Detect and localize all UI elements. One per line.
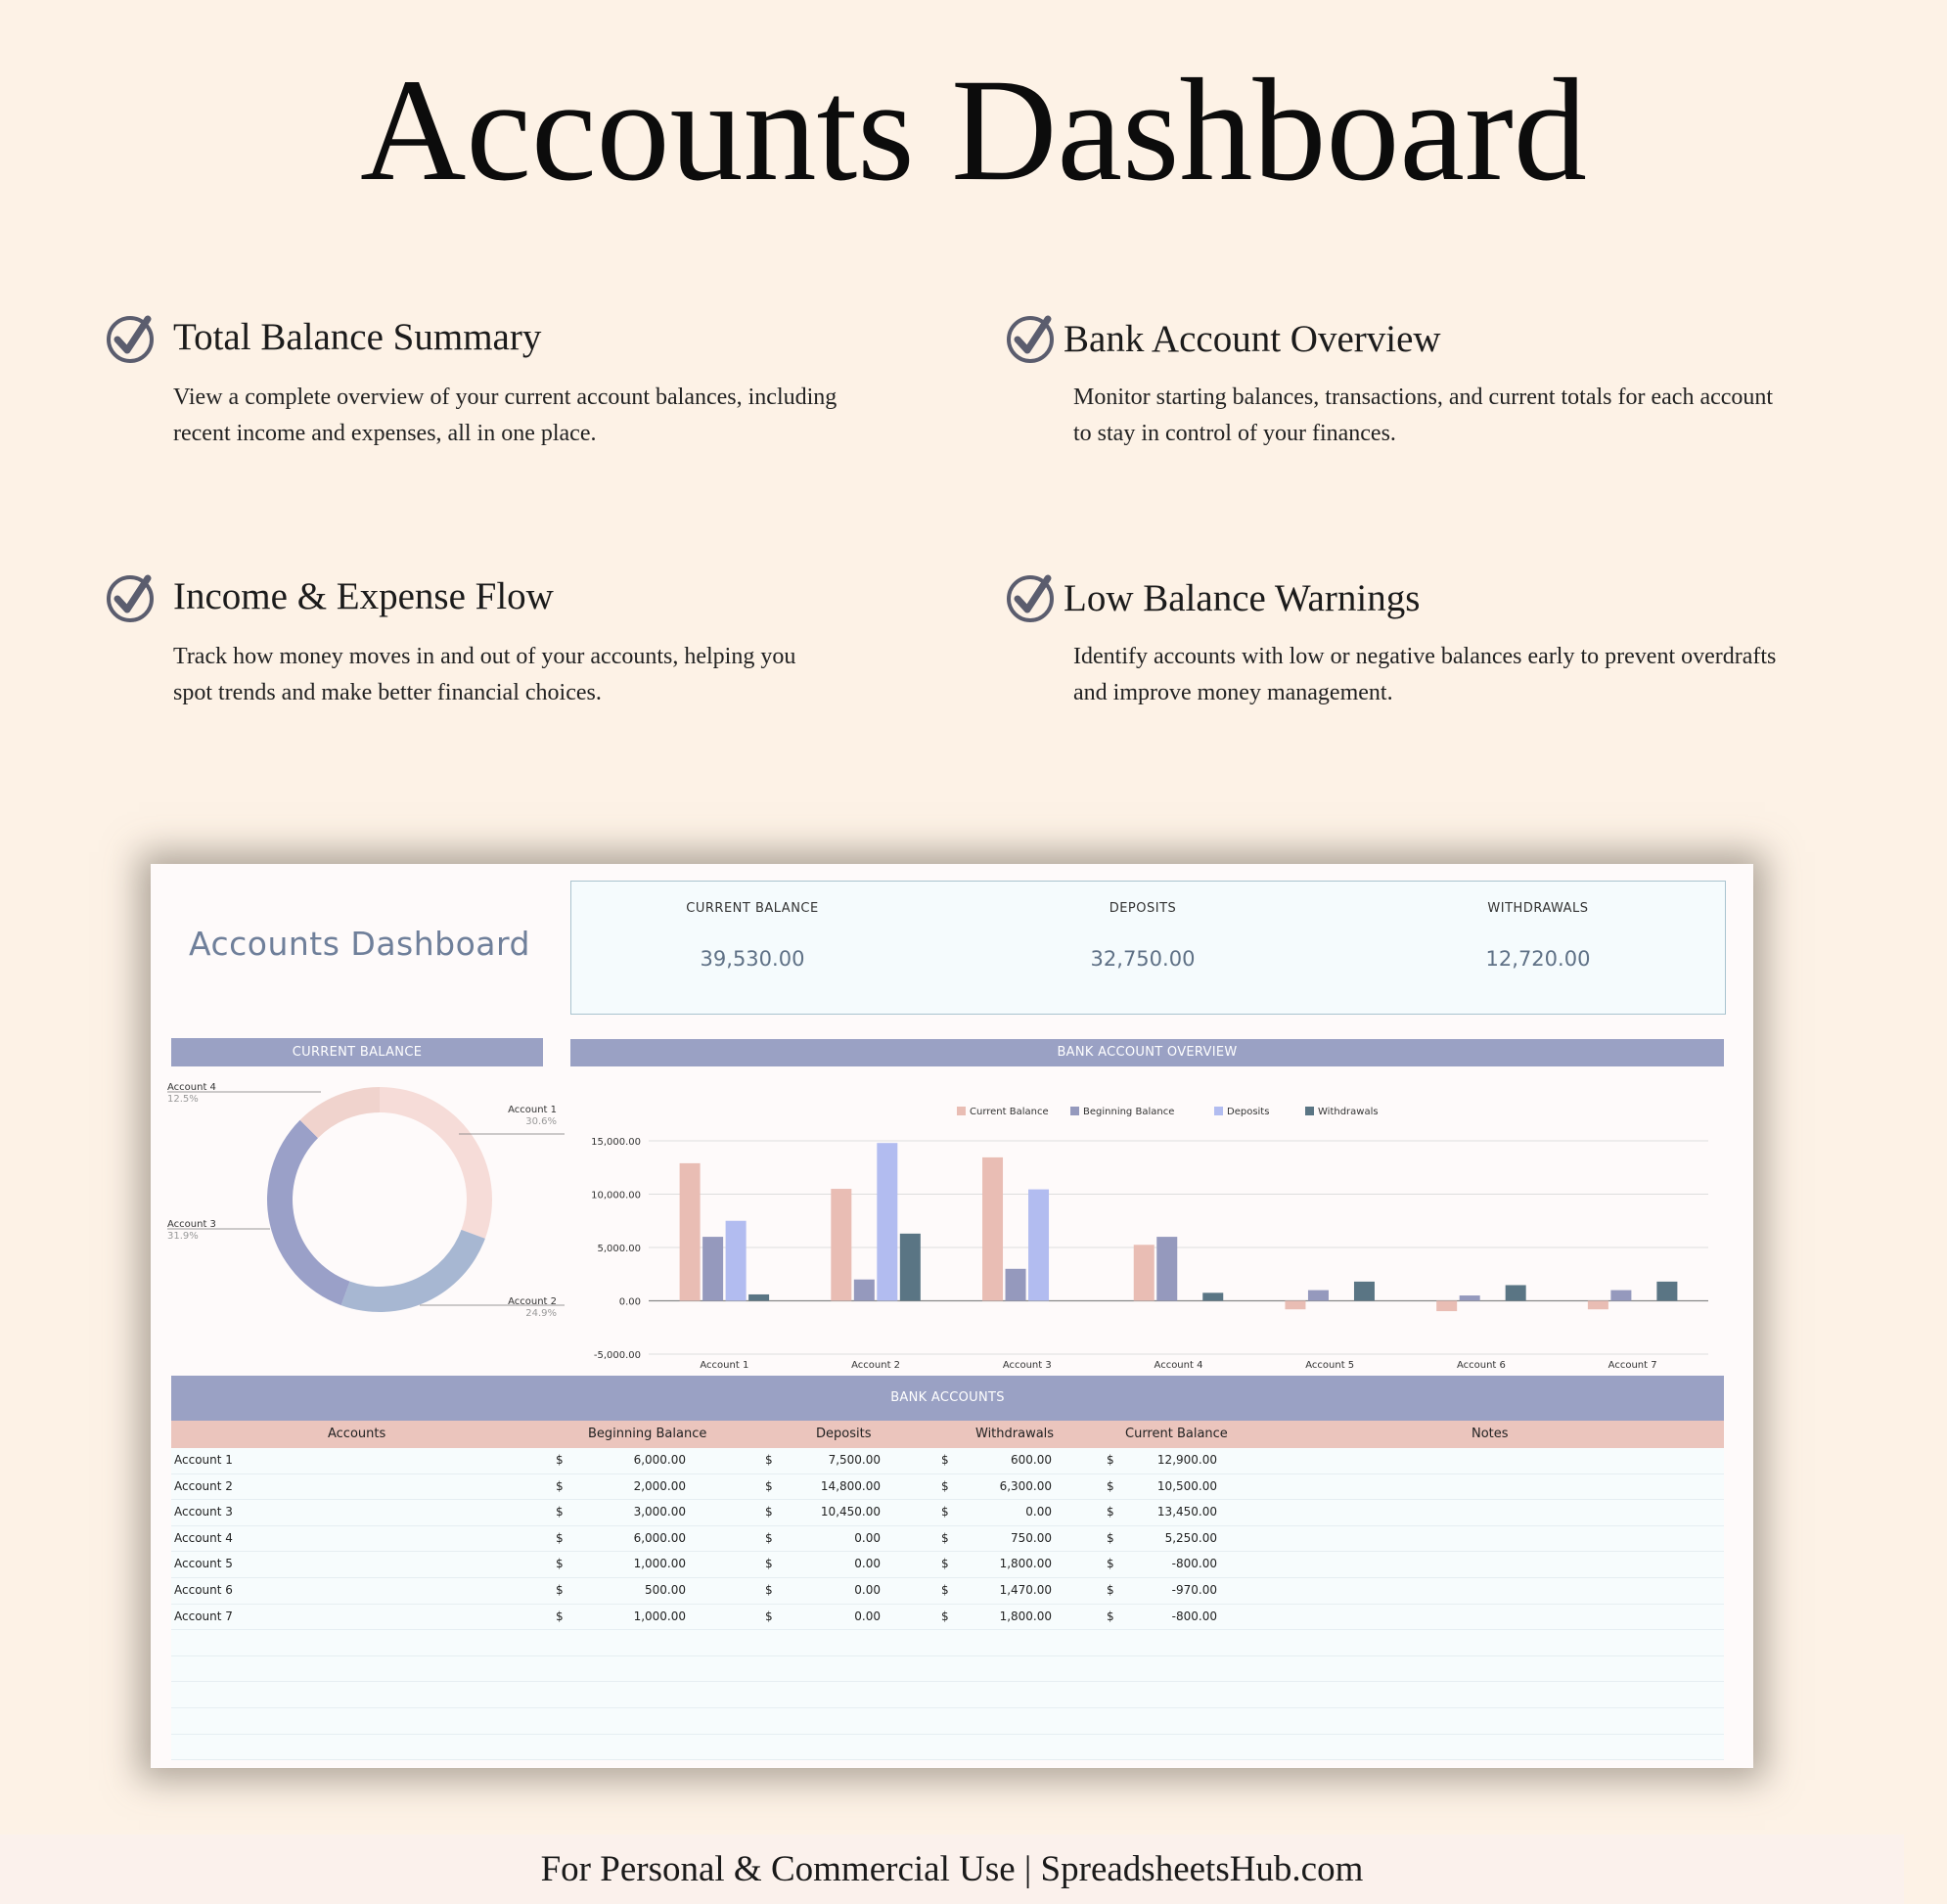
- account-name-cell: Account 4: [174, 1530, 233, 1545]
- donut-percent: 24.9%: [525, 1308, 557, 1319]
- bar: [748, 1294, 769, 1301]
- kpi-deposits: [996, 901, 1290, 971]
- amount-cell: 1,800.00: [999, 1609, 1052, 1623]
- x-tick-label: Account 1: [700, 1360, 749, 1371]
- account-name-cell: Account 7: [174, 1609, 233, 1623]
- page-title: Accounts Dashboard: [360, 49, 1587, 211]
- bank-overview-bar-chart: [570, 1079, 1724, 1371]
- table-row: [171, 1552, 1724, 1578]
- bar: [1656, 1282, 1677, 1301]
- kpi-panel: [570, 881, 1726, 1015]
- donut-label: Account 4: [167, 1082, 216, 1093]
- bar: [854, 1280, 875, 1301]
- bar: [726, 1221, 747, 1301]
- feature-description: View a complete overview of your current account balances, including recent income and expenses, all in one place.: [173, 385, 838, 446]
- donut-slice: [267, 1120, 350, 1305]
- x-tick-label: Account 3: [1002, 1360, 1052, 1371]
- account-name-cell: Account 2: [174, 1478, 233, 1493]
- bar: [1028, 1190, 1049, 1301]
- amount-cell: 12,900.00: [1156, 1453, 1217, 1467]
- legend-swatch: [1305, 1107, 1314, 1115]
- checkmark-icon: [105, 311, 158, 364]
- donut-percent: 30.6%: [525, 1116, 557, 1127]
- currency-symbol: $: [556, 1478, 564, 1493]
- bar: [1354, 1282, 1375, 1301]
- currency-symbol: $: [941, 1530, 949, 1545]
- donut-slice: [380, 1087, 492, 1239]
- kpi-value: 39,530.00: [700, 947, 805, 971]
- amount-cell: 5,250.00: [1164, 1530, 1217, 1545]
- currency-symbol: $: [1107, 1478, 1114, 1493]
- amount-cell: 1,470.00: [999, 1582, 1052, 1597]
- y-tick-label: 15,000.00: [591, 1137, 641, 1148]
- donut-label: Account 1: [508, 1105, 557, 1115]
- x-tick-label: Account 5: [1305, 1360, 1355, 1371]
- legend-label: Deposits: [1227, 1107, 1270, 1117]
- donut-slice: [341, 1230, 485, 1312]
- kpi-label: WITHDRAWALS: [1487, 901, 1589, 916]
- kpi-label: CURRENT BALANCE: [686, 901, 819, 916]
- bar: [1134, 1245, 1155, 1300]
- currency-symbol: $: [556, 1530, 564, 1545]
- currency-symbol: $: [765, 1478, 773, 1493]
- bar: [702, 1237, 723, 1300]
- bank-overview-header: BANK ACCOUNT OVERVIEW: [570, 1039, 1724, 1066]
- checkmark-icon: [105, 570, 158, 623]
- amount-cell: 750.00: [1011, 1530, 1052, 1545]
- amount-cell: 0.00: [854, 1557, 881, 1571]
- currency-symbol: $: [941, 1478, 949, 1493]
- col-header-deposits: Deposits: [816, 1427, 872, 1441]
- amount-cell: 10,500.00: [1156, 1478, 1217, 1493]
- bar: [1436, 1301, 1457, 1312]
- kpi-withdrawals: [1391, 901, 1685, 971]
- bar: [900, 1234, 921, 1301]
- currency-symbol: $: [765, 1609, 773, 1623]
- bank-accounts-table: [171, 1376, 1724, 1760]
- amount-cell: 0.00: [854, 1609, 881, 1623]
- amount-cell: 6,000.00: [633, 1530, 686, 1545]
- currency-symbol: $: [556, 1609, 564, 1623]
- feature-title: Total Balance Summary: [173, 316, 542, 358]
- currency-symbol: $: [556, 1582, 564, 1597]
- account-name-cell: Account 3: [174, 1505, 233, 1519]
- amount-cell: 6,300.00: [999, 1478, 1052, 1493]
- currency-symbol: $: [765, 1530, 773, 1545]
- table-row-empty: [171, 1630, 1724, 1656]
- legend-label: Current Balance: [970, 1107, 1049, 1117]
- feature-description: Track how money moves in and out of your accounts, helping you spot trends and make better financial choices.: [173, 644, 796, 705]
- table-row-empty: [171, 1682, 1724, 1708]
- feature-description: Identify accounts with low or negative balances early to prevent overdrafts and improve money management.: [1073, 644, 1777, 705]
- currency-symbol: $: [765, 1505, 773, 1519]
- current-balance-donut-chart: [165, 1084, 557, 1324]
- donut-slice: [300, 1087, 380, 1138]
- currency-symbol: $: [556, 1557, 564, 1571]
- bank-accounts-header: BANK ACCOUNTS: [171, 1376, 1724, 1421]
- table-body: [171, 1448, 1724, 1760]
- col-header-beginning: Beginning Balance: [588, 1427, 707, 1441]
- amount-cell: 600.00: [1011, 1453, 1052, 1467]
- sheet-title: Accounts Dashboard: [189, 925, 530, 963]
- kpi-label: DEPOSITS: [1109, 901, 1177, 916]
- y-tick-label: 5,000.00: [597, 1244, 641, 1254]
- currency-symbol: $: [1107, 1582, 1114, 1597]
- bar: [1308, 1291, 1329, 1301]
- x-tick-label: Account 7: [1607, 1360, 1657, 1371]
- bar: [1506, 1285, 1526, 1300]
- currency-symbol: $: [765, 1582, 773, 1597]
- amount-cell: -800.00: [1171, 1609, 1217, 1623]
- table-row: [171, 1474, 1724, 1501]
- x-tick-label: Account 2: [851, 1360, 901, 1371]
- amount-cell: 14,800.00: [820, 1478, 881, 1493]
- amount-cell: 0.00: [854, 1582, 881, 1597]
- checkmark-icon: [1005, 311, 1058, 364]
- amount-cell: -800.00: [1171, 1557, 1217, 1571]
- amount-cell: 7,500.00: [828, 1453, 881, 1467]
- feature-description: Monitor starting balances, transactions, and current totals for each account to stay in control of your finances.: [1073, 385, 1774, 446]
- account-name-cell: Account 6: [174, 1582, 233, 1597]
- currency-symbol: $: [1107, 1530, 1114, 1545]
- currency-symbol: $: [556, 1453, 564, 1467]
- currency-symbol: $: [765, 1453, 773, 1467]
- legend-swatch: [957, 1107, 966, 1115]
- bar: [1202, 1292, 1223, 1300]
- table-row-empty: [171, 1735, 1724, 1761]
- table-row: [171, 1526, 1724, 1553]
- amount-cell: -970.00: [1171, 1582, 1217, 1597]
- account-name-cell: Account 5: [174, 1557, 233, 1571]
- donut-label: Account 3: [167, 1219, 216, 1230]
- legend-swatch: [1214, 1107, 1223, 1115]
- amount-cell: 13,450.00: [1156, 1505, 1217, 1519]
- kpi-value: 12,720.00: [1485, 947, 1591, 971]
- donut-percent: 31.9%: [167, 1231, 199, 1242]
- table-row-empty: [171, 1708, 1724, 1735]
- checkmark-icon: [1005, 570, 1058, 623]
- currency-symbol: $: [765, 1557, 773, 1571]
- amount-cell: 10,450.00: [820, 1505, 881, 1519]
- y-tick-label: -5,000.00: [593, 1350, 641, 1361]
- col-header-notes: Notes: [1472, 1427, 1509, 1441]
- table-row-empty: [171, 1656, 1724, 1683]
- amount-cell: 6,000.00: [633, 1453, 686, 1467]
- currency-symbol: $: [1107, 1505, 1114, 1519]
- currency-symbol: $: [941, 1453, 949, 1467]
- currency-symbol: $: [941, 1557, 949, 1571]
- currency-symbol: $: [1107, 1557, 1114, 1571]
- spreadsheet-preview: [151, 864, 1753, 1768]
- currency-symbol: $: [941, 1609, 949, 1623]
- bar: [1006, 1269, 1026, 1301]
- x-tick-label: Account 6: [1456, 1360, 1506, 1371]
- legend-swatch: [1070, 1107, 1079, 1115]
- footer-text: For Personal & Commercial Use | SpreadsheetsHub.com: [0, 1835, 1904, 1904]
- col-header-withdrawals: Withdrawals: [975, 1427, 1055, 1441]
- current-balance-header: CURRENT BALANCE: [171, 1038, 543, 1066]
- amount-cell: 2,000.00: [633, 1478, 686, 1493]
- y-tick-label: 0.00: [618, 1296, 641, 1308]
- table-row: [171, 1448, 1724, 1474]
- bar: [1610, 1291, 1631, 1301]
- amount-cell: 1,800.00: [999, 1557, 1052, 1571]
- amount-cell: 3,000.00: [633, 1505, 686, 1519]
- bar: [877, 1143, 897, 1300]
- donut-label: Account 2: [508, 1296, 557, 1307]
- feature-title: Income & Expense Flow: [173, 575, 554, 617]
- kpi-current-balance: [606, 901, 899, 971]
- feature-title: Bank Account Overview: [1064, 318, 1441, 360]
- col-header-accounts: Accounts: [328, 1427, 386, 1441]
- bar: [680, 1163, 701, 1301]
- legend-label: Beginning Balance: [1083, 1107, 1175, 1117]
- account-name-cell: Account 1: [174, 1453, 233, 1467]
- col-header-current: Current Balance: [1125, 1427, 1228, 1441]
- amount-cell: 0.00: [1025, 1505, 1052, 1519]
- bar: [1285, 1301, 1305, 1310]
- currency-symbol: $: [941, 1505, 949, 1519]
- table-row: [171, 1605, 1724, 1631]
- bar: [831, 1189, 851, 1300]
- bar: [1460, 1295, 1480, 1300]
- legend-label: Withdrawals: [1318, 1107, 1379, 1117]
- currency-symbol: $: [1107, 1609, 1114, 1623]
- amount-cell: 1,000.00: [633, 1609, 686, 1623]
- currency-symbol: $: [1107, 1453, 1114, 1467]
- donut-percent: 12.5%: [167, 1094, 199, 1105]
- bar: [1588, 1301, 1608, 1310]
- table-header-row: [171, 1421, 1724, 1448]
- bar: [982, 1157, 1003, 1301]
- kpi-value: 32,750.00: [1090, 947, 1196, 971]
- table-row: [171, 1500, 1724, 1526]
- amount-cell: 500.00: [645, 1582, 686, 1597]
- table-row: [171, 1578, 1724, 1605]
- currency-symbol: $: [556, 1505, 564, 1519]
- feature-title: Low Balance Warnings: [1064, 577, 1421, 619]
- amount-cell: 1,000.00: [633, 1557, 686, 1571]
- x-tick-label: Account 4: [1154, 1360, 1203, 1371]
- amount-cell: 0.00: [854, 1530, 881, 1545]
- currency-symbol: $: [941, 1582, 949, 1597]
- y-tick-label: 10,000.00: [591, 1190, 641, 1201]
- bar: [1156, 1237, 1177, 1300]
